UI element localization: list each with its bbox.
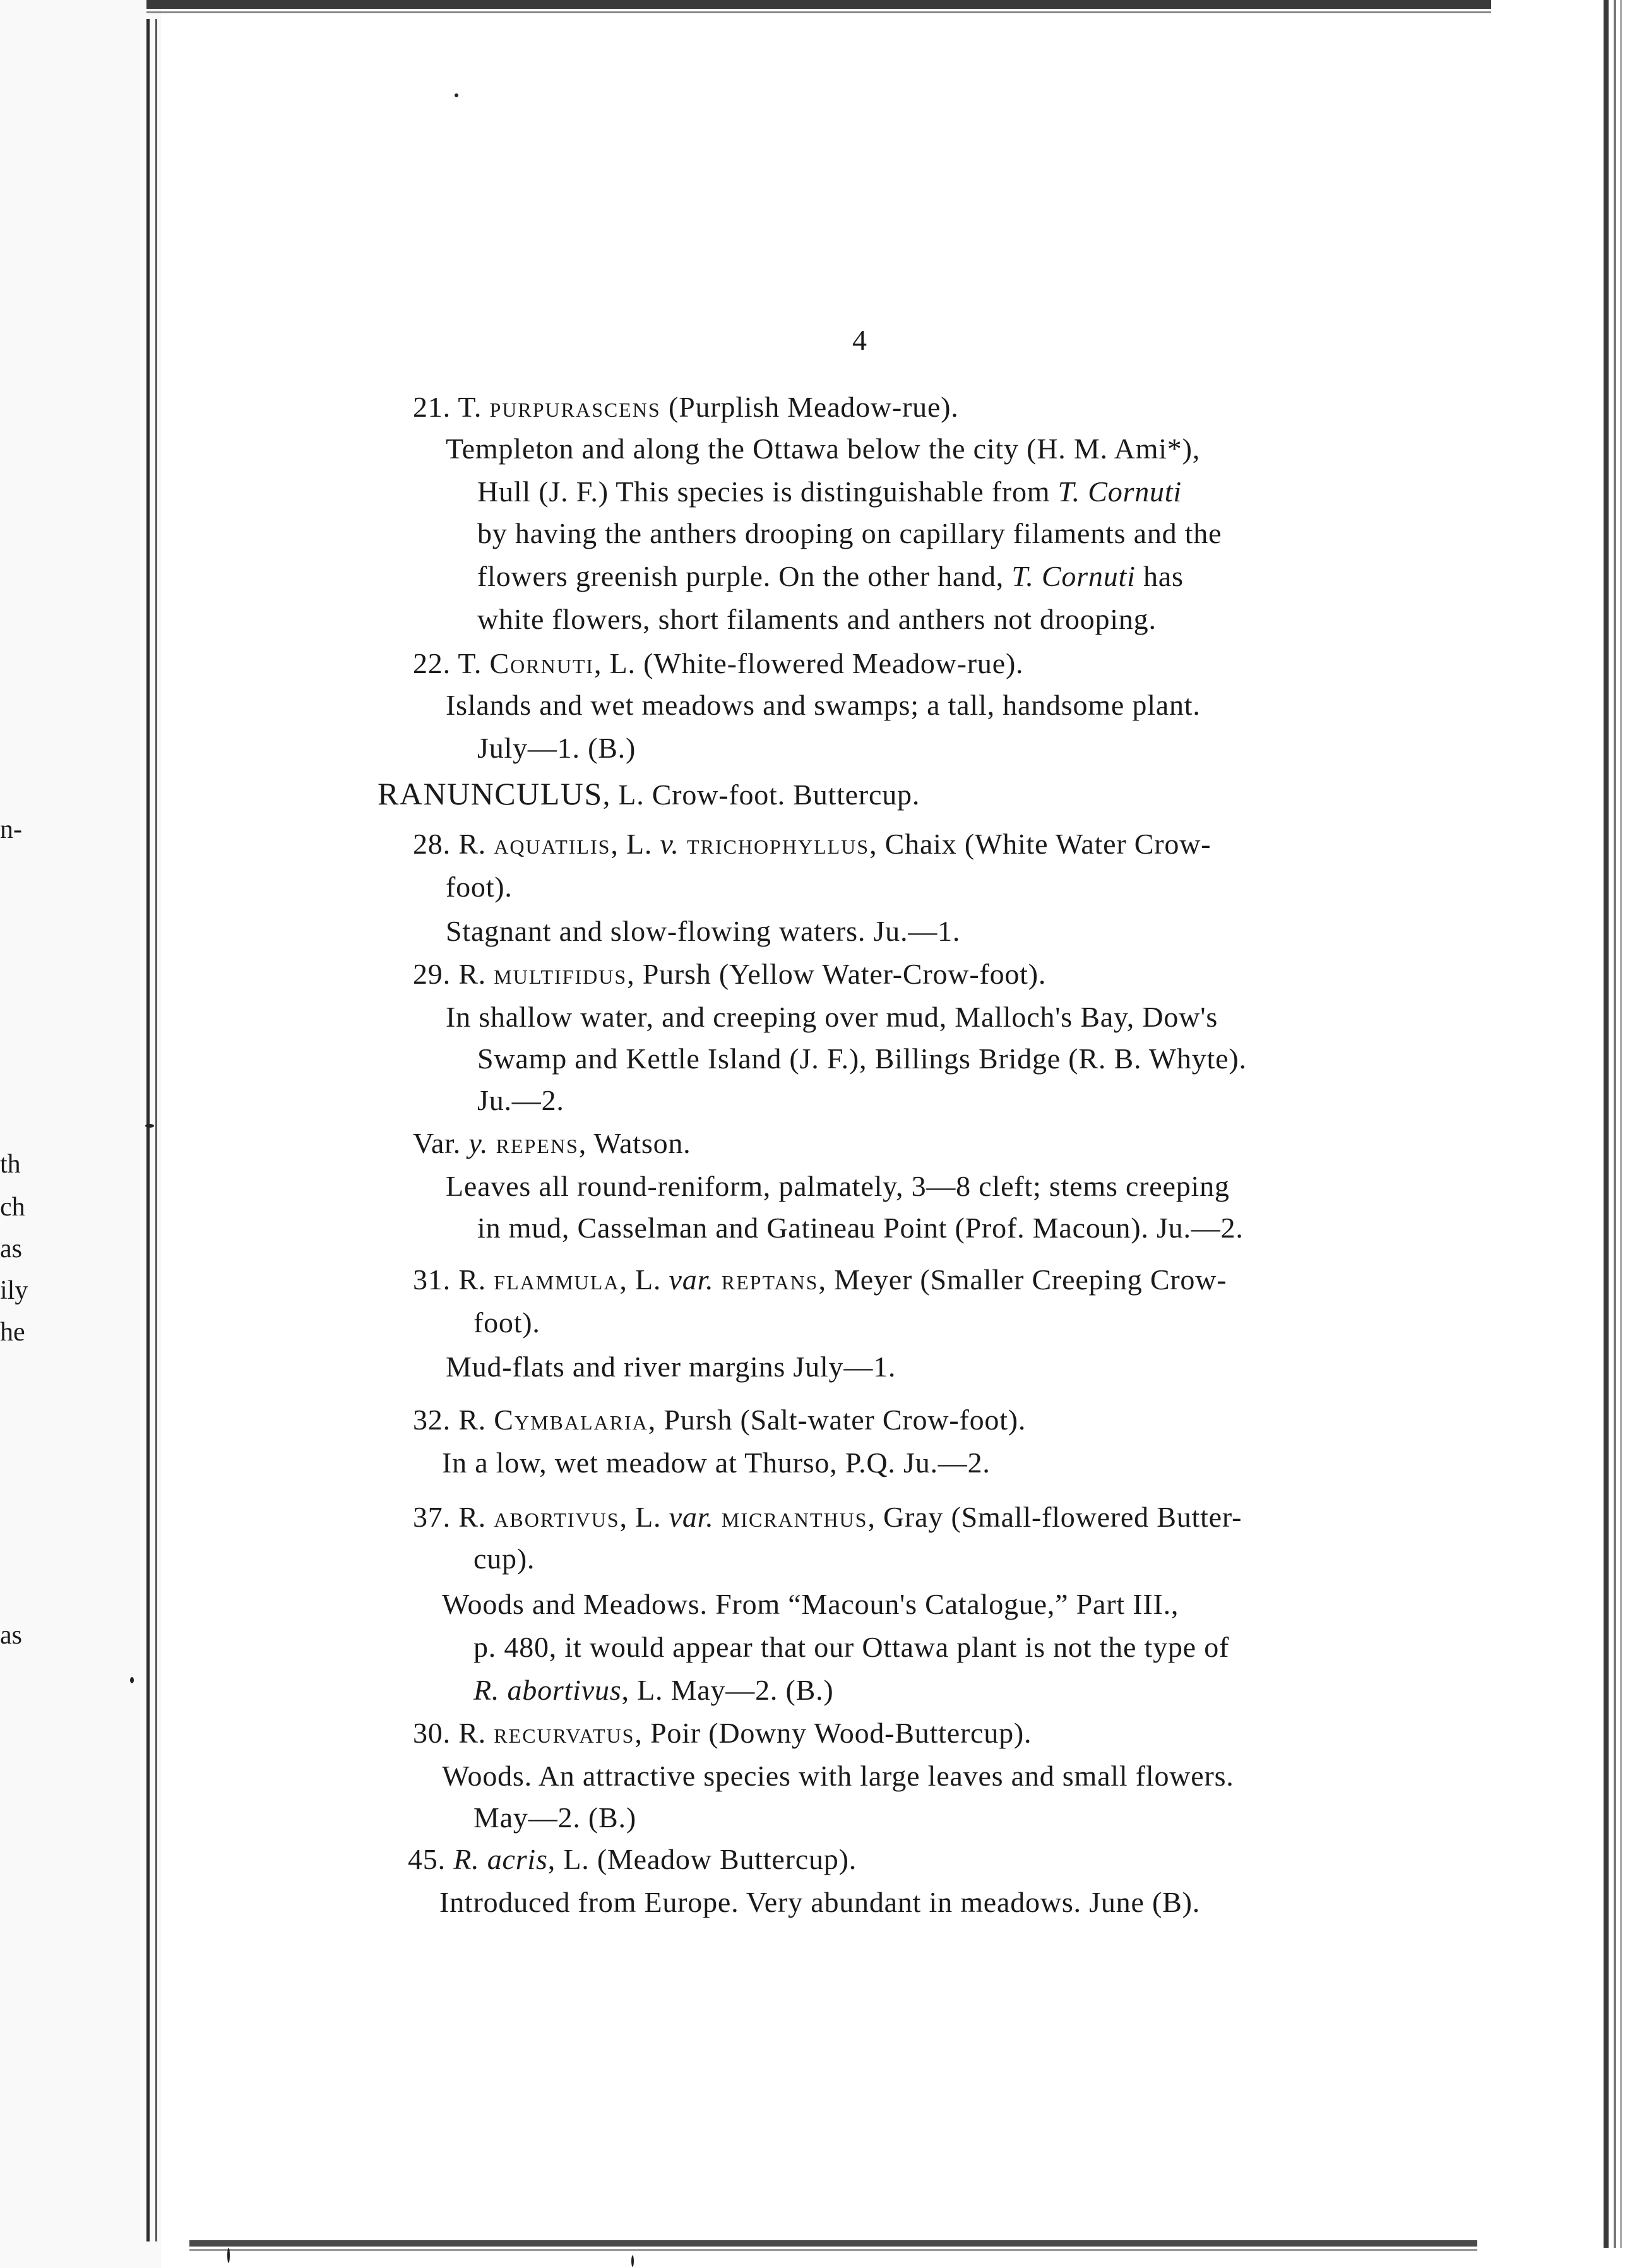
bottom-page-edge-inner	[189, 2249, 1477, 2251]
common-name: , Gray (Small-flowered Butter-	[867, 1501, 1242, 1533]
page-gutter-line-inner	[155, 19, 157, 2241]
genus-common: , L. Crow-foot. Buttercup.	[602, 779, 920, 811]
scan-speck	[130, 1677, 134, 1683]
left-margin-fragment: th	[0, 1150, 21, 1179]
entry-number: 29. R.	[413, 958, 486, 990]
entry-number: 32. R.	[413, 1404, 486, 1436]
top-page-edge	[146, 0, 1491, 9]
entry-text: Islands and wet meadows and swamps; a tall, handsome plant.	[446, 689, 1201, 721]
entry-heading	[413, 393, 959, 422]
entry-text: In shallow water, and creeping over mud, Malloch's Bay, Dow's	[446, 1001, 1218, 1033]
entry-number: 28. R.	[413, 828, 486, 860]
entry-text: In a low, wet meadow at Thurso, P.Q. Ju.—2.	[442, 1447, 991, 1479]
entry-heading	[413, 1719, 1032, 1748]
entry-text: p. 480, it would appear that our Ottawa plant is not the type of	[473, 1631, 1230, 1663]
species-name: aquatilis	[494, 828, 611, 860]
entry-text: Ju.—2.	[477, 1084, 564, 1116]
authority: , L.	[619, 1263, 662, 1296]
variety-name: trichophyllus	[686, 828, 870, 860]
entry-text: May—2. (B.)	[473, 1801, 636, 1834]
scan-speck	[227, 2248, 230, 2263]
common-name: , Meyer (Smaller Creeping Crow-	[818, 1263, 1227, 1296]
genus-name: RANUNCULUS	[378, 776, 603, 811]
entry-number: 30. R.	[413, 1717, 486, 1749]
common-name: , L. (Meadow Buttercup).	[547, 1843, 857, 1875]
right-page-edge-2	[1614, 0, 1616, 2248]
genus-heading	[378, 778, 920, 809]
right-page-edge	[1604, 0, 1609, 2248]
entry-text: Leaves all round-reniform, palmately, 3—8 cleft; stems creeping	[446, 1170, 1230, 1202]
authority: , L.	[619, 1501, 662, 1533]
left-margin-fragment: as	[0, 1234, 22, 1263]
entry-text-part: , L. May—2. (B.)	[621, 1674, 834, 1706]
species-name: flammula	[494, 1263, 620, 1296]
entry-number: 37. R.	[413, 1501, 486, 1533]
species-ref: T. Cornuti	[1011, 560, 1136, 592]
entry-text-part: Hull (J. F.) This species is distinguishable from	[477, 475, 1051, 508]
entry-text: foot).	[446, 871, 513, 903]
entry-number: 22. T.	[413, 647, 482, 679]
scan-speck	[145, 1124, 154, 1128]
authority: , Watson.	[578, 1127, 691, 1159]
common-name: , Pursh (Yellow Water-Crow-foot).	[627, 958, 1047, 990]
variety-marker: var.	[669, 1263, 714, 1296]
right-page-edge-3	[1620, 0, 1622, 2248]
left-margin-fragment: ily	[0, 1276, 28, 1305]
common-name: , L. (White-flowered Meadow-rue).	[594, 647, 1024, 679]
common-name: , Poir (Downy Wood-Buttercup).	[634, 1717, 1032, 1749]
entry-number: 21. T.	[413, 391, 482, 423]
entry-text: July—1. (B.)	[477, 732, 636, 764]
authority: , L.	[610, 828, 653, 860]
entry-number: 31. R.	[413, 1263, 486, 1296]
entry-text: by having the anthers drooping on capillary filaments and the	[477, 517, 1222, 549]
variety-name: reptans	[721, 1263, 819, 1296]
entry-heading	[413, 960, 1046, 989]
top-page-edge-inner	[146, 11, 1491, 13]
species-name: repens	[496, 1127, 579, 1159]
entry-text	[477, 477, 1182, 506]
common-name: , Chaix (White Water Crow-	[869, 828, 1211, 860]
entry-heading	[413, 830, 1211, 859]
page-number: 4	[852, 324, 867, 356]
entry-text-part: has	[1143, 560, 1184, 592]
entry-heading	[413, 649, 1023, 678]
entry-text: Mud-flats and river margins July—1.	[446, 1351, 896, 1383]
scan-speck	[631, 2255, 634, 2267]
entry-heading	[413, 1503, 1242, 1532]
left-margin-fragment: as	[0, 1621, 22, 1650]
entry-text: Woods. An attractive species with large leaves and small flowers.	[442, 1760, 1234, 1792]
scan-speck	[455, 93, 458, 97]
left-margin-fragment: ch	[0, 1193, 25, 1222]
entry-text: Introduced from Europe. Very abundant in meadows. June (B).	[439, 1886, 1200, 1918]
species-ref: R. abortivus	[473, 1674, 622, 1706]
left-margin-fragment: n-	[0, 815, 22, 844]
entry-text: in mud, Casselman and Gatineau Point (Prof. Macoun). Ju.—2.	[477, 1212, 1244, 1244]
page-gutter-line	[146, 19, 150, 2241]
common-name: , Pursh (Salt-water Crow-foot).	[648, 1404, 1027, 1436]
entry-text-part: flowers greenish purple. On the other hand,	[477, 560, 1004, 592]
species-name: recurvatus	[494, 1717, 635, 1749]
variety-name: micranthus	[721, 1501, 868, 1533]
entry-heading	[408, 1845, 857, 1874]
species-name: abortivus	[494, 1501, 620, 1533]
variety-marker: v.	[660, 828, 679, 860]
previous-page-edge	[0, 0, 161, 2268]
entry-text: foot).	[473, 1306, 540, 1339]
entry-text: Stagnant and slow-flowing waters. Ju.—1.	[446, 915, 961, 947]
bottom-page-edge	[189, 2240, 1477, 2247]
species-name: R. acris	[453, 1843, 548, 1875]
variety-marker: y.	[468, 1127, 489, 1159]
entry-text	[473, 1676, 834, 1705]
common-name: (Purplish Meadow-rue).	[668, 391, 959, 423]
species-name: Cymbalaria	[494, 1404, 648, 1436]
species-name: Cornuti	[489, 647, 595, 679]
species-name: purpurascens	[489, 391, 661, 423]
entry-text: white flowers, short filaments and anthers not drooping.	[477, 603, 1157, 635]
entry-heading	[413, 1406, 1026, 1435]
entry-heading	[413, 1129, 691, 1158]
entry-text: Swamp and Kettle Island (J. F.), Billings Bridge (R. B. Whyte).	[477, 1042, 1247, 1075]
entry-number: 45.	[408, 1843, 446, 1875]
species-name: multifidus	[494, 958, 628, 990]
variety-marker: var.	[669, 1501, 714, 1533]
entry-heading	[413, 1265, 1227, 1294]
left-margin-fragment: he	[0, 1318, 25, 1347]
entry-number: Var.	[413, 1127, 461, 1159]
entry-text: cup).	[473, 1543, 535, 1575]
entry-text	[477, 562, 1184, 591]
entry-text: Woods and Meadows. From “Macoun's Catalogue,” Part III.,	[442, 1588, 1179, 1620]
species-ref: T. Cornuti	[1057, 475, 1182, 508]
entry-text: Templeton and along the Ottawa below the city (H. M. Ami*),	[446, 433, 1200, 465]
